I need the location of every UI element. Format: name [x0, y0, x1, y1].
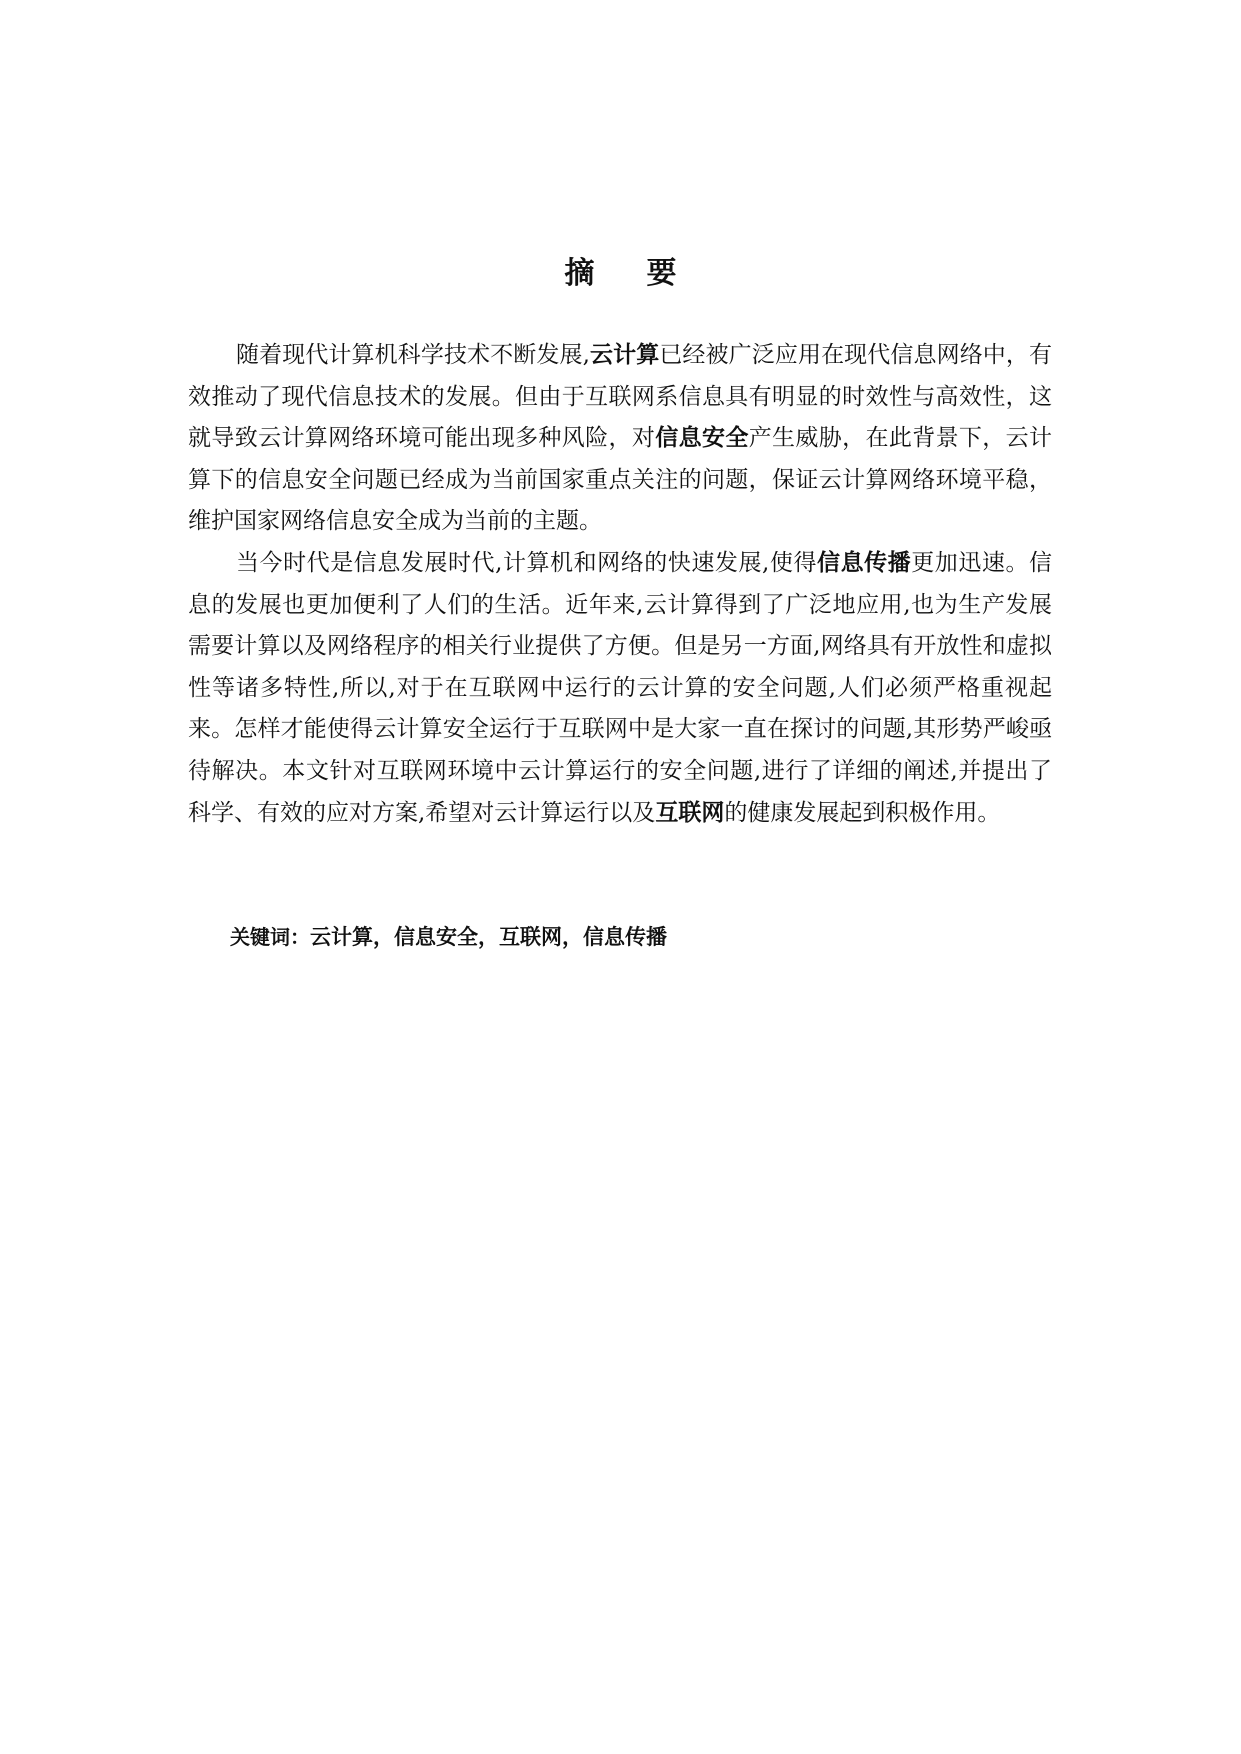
paragraph-2-text-3: 的健康发展起到积极作用。	[724, 799, 1001, 826]
page-title-char-2: 要	[646, 256, 677, 291]
keywords-label: 关键词：	[230, 925, 310, 949]
paragraph-1-keyword-cloud-computing: 云计算	[589, 342, 660, 368]
paragraph-1-text-2: 已经被广泛应用在现代信息网络中，有效推动了现代信息技术的发展。但由于互联网系信息具有明显的时效性与高效性，这就导致云计算网络环境可能出现多种风险，对	[188, 342, 1053, 452]
paragraph-1-keyword-information-security: 信息安全	[655, 425, 749, 452]
paragraph-2-keyword-information-dissemination: 信息传播	[817, 549, 912, 576]
paragraph-1-text-1: 随着现代计算机科学技术不断发展,	[236, 342, 590, 368]
keywords-line	[230, 922, 1052, 952]
page-title-char-1: 摘	[564, 256, 595, 291]
page-title	[0, 252, 1241, 296]
keywords-value: 云计算，信息安全，互联网，信息传播	[310, 925, 667, 949]
abstract-paragraph-1	[188, 335, 1052, 543]
paragraph-1-text-3: 产生威胁，在此背景下，云计算下的信息安全问题已经成为当前国家重点关注的问题，保证云计算网络环境平稳，维护国家网络信息安全成为当前的主题。	[188, 425, 1053, 535]
paragraph-2-text-1: 当今时代是信息发展时代,计算机和网络的快速发展,使得	[236, 549, 818, 576]
abstract-body	[188, 335, 1052, 834]
abstract-paragraph-2	[188, 543, 1052, 834]
paragraph-2-keyword-internet: 互联网	[655, 799, 725, 826]
paragraph-2-text-2: 更加迅速。信息的发展也更加便利了人们的生活。近年来,云计算得到了广泛地应用,也为生产发展需要计算以及网络程序的相关行业提供了方便。但是另一方面,网络具有开放性和虚拟性等诸多特性,所以,对于在互联网中运行的云计算的安全问题,人们必须严格重视起来。怎样才能使得云计算安全运行于互联网中是大家一直在探讨的问题,其形势严峻亟待解决。本文针对互联网环境中云计算运行的安全问题,进行了详细的阐述,并提出了科学、有效的应对方案,希望对云计算运行以及	[188, 549, 1053, 826]
